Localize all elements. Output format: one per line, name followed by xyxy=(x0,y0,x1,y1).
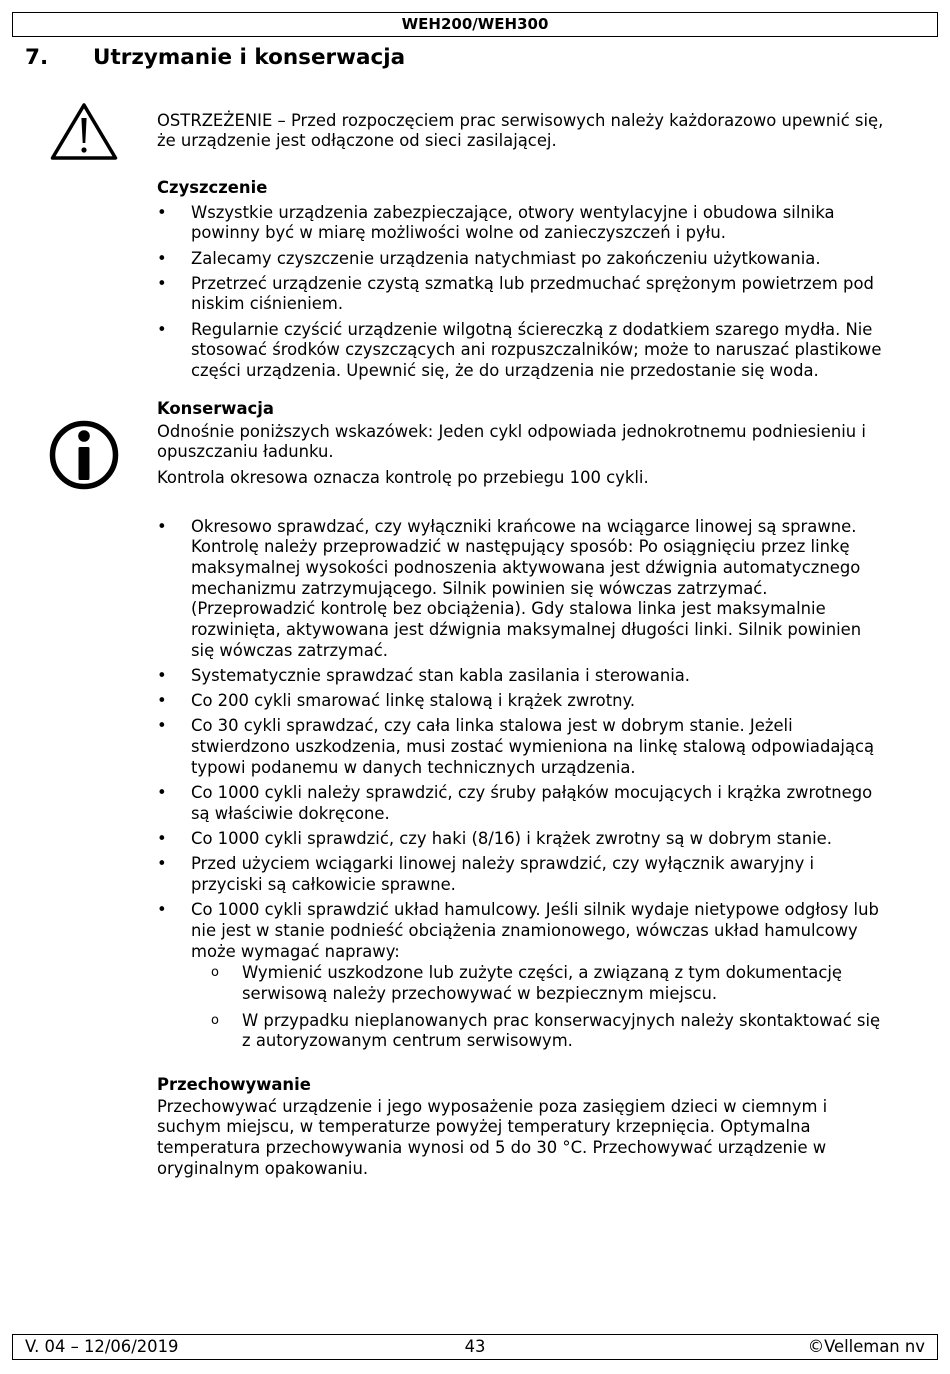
maintenance-list xyxy=(157,517,943,1052)
sub-bullet-marker: o xyxy=(211,1012,219,1028)
section-title: Utrzymanie i konserwacja xyxy=(93,45,406,70)
list-item-text: Systematycznie sprawdzać stan kabla zasilania i sterowania. xyxy=(191,666,691,686)
list-item xyxy=(157,829,943,850)
list-item xyxy=(157,249,943,270)
bullet-marker: • xyxy=(157,202,167,222)
list-item xyxy=(157,716,943,778)
cleaning-heading: Czyszczenie xyxy=(157,177,268,197)
content-column xyxy=(157,111,943,1180)
list-item-text: Co 200 cykli smarować linkę stalową i krążek zwrotny. xyxy=(191,691,636,711)
list-item-text: Okresowo sprawdzać, czy wyłączniki krańcowe na wciągarce linowej są sprawne. Kontrolę należy przeprowadzić w następujący sposób: Po osiągnięciu przez linkę maksymalnej wysokości podnoszenia aktywowana jest dźwignia automatycznego mechanizmu zatrzymującego. Silnik powinien się wówczas zatrzymać. (Przeprowadzić kontrolę bez obciążenia). Gdy stalowa linka jest maksymalnie rozwinięta, aktywowana jest dźwignia maksymalnej długości linki. Silnik powinien się wówczas zatrzymać. xyxy=(191,516,862,660)
bullet-marker: • xyxy=(157,273,167,293)
storage-text: Przechowywać urządzenie i jego wyposażenie poza zasięgiem dzieci w ciemnym i suchym miejscu, w temperaturze powyżej temperatury krzepnięcia. Optymalna temperatura przechowywania wynosi od 5 do 30 °C. Przechowywać urządzenie w oryginalnym opakowaniu. xyxy=(157,1096,828,1178)
list-item-text: Co 1000 cykli sprawdzić układ hamulcowy. Jeśli silnik wydaje nietypowe odgłosy lub nie jest w stanie podnieść obciążenia znamionowego, wówczas układ hamulcowy może wymagać naprawy: xyxy=(191,900,879,961)
list-item-text: Przed użyciem wciągarki linowej należy sprawdzić, czy wyłącznik awaryjny i przyciski są całkowicie sprawne. xyxy=(191,854,815,894)
maintenance-heading: Konserwacja xyxy=(157,398,274,418)
model-title: WEH200/WEH300 xyxy=(401,15,549,33)
bullet-marker: • xyxy=(157,854,167,874)
cleaning-list xyxy=(157,203,943,382)
sub-list-item xyxy=(191,1011,943,1052)
list-item-text: Regularnie czyścić urządzenie wilgotną ściereczką z dodatkiem szarego mydła. Nie stosować środków czyszczących ani rozpuszczalników; może to naruszać plastikowe części urządzenia. Upewnić się, że do urządzenia nie przedostanie się woda. xyxy=(191,319,882,381)
footer-box xyxy=(12,1334,938,1360)
sub-list-item-text: W przypadku nieplanowanych prac konserwacyjnych należy skontaktować się z autoryzowanym centrum serwisowym. xyxy=(242,1010,881,1051)
sub-list-item xyxy=(191,963,943,1004)
list-item-text: Przetrzeć urządzenie czystą szmatką lub przedmuchać sprężonym powietrzem pod niskim ciśnieniem. xyxy=(191,273,874,314)
bullet-marker: • xyxy=(157,829,167,848)
bullet-marker: • xyxy=(157,900,167,920)
footer-copyright: ©Velleman nv xyxy=(807,1337,925,1356)
list-item-text: Co 1000 cykli sprawdzić, czy haki (8/16) i krążek zwrotny są w dobrym stanie. xyxy=(191,829,832,848)
maintenance-intro-cycle: Odnośnie poniższych wskazówek: Jeden cykl odpowiada jednokrotnemu podniesieniu i opuszczaniu ładunku. xyxy=(157,421,866,462)
sub-list-item-text: Wymienić uszkodzone lub zużyte części, a związaną z tym dokumentację serwisową należy przechowywać w bezpiecznym miejscu. xyxy=(242,963,843,1003)
list-item-text: Zalecamy czyszczenie urządzenia natychmiast po zakończeniu użytkowania. xyxy=(191,248,821,268)
list-item xyxy=(157,854,943,895)
info-stem xyxy=(79,447,90,480)
bullet-marker: • xyxy=(157,691,167,711)
sub-bullet-marker: o xyxy=(211,965,219,981)
bullet-marker: • xyxy=(157,666,167,686)
storage-heading: Przechowywanie xyxy=(157,1074,311,1094)
list-item xyxy=(157,274,943,315)
bullet-marker: • xyxy=(157,248,167,268)
list-item xyxy=(157,900,943,1052)
list-item xyxy=(157,203,943,244)
bullet-marker: • xyxy=(157,716,167,736)
maintenance-intro-periodic: Kontrola okresowa oznacza kontrolę po przebiegu 100 cykli. xyxy=(157,467,649,487)
section-number: 7. xyxy=(25,45,49,70)
list-item xyxy=(157,517,943,662)
bullet-marker: • xyxy=(157,783,167,803)
list-item-text: Co 30 cykli sprawdzać, czy cała linka stalowa jest w dobrym stanie. Jeżeli stwierdzono uszkodzenia, musi zostać wymieniona na linkę stalową odpowiadającą typowi podanemu w danych technicznych urządzenia. xyxy=(191,716,875,777)
list-item xyxy=(157,320,943,382)
list-item xyxy=(157,783,943,824)
bullet-marker: • xyxy=(157,319,167,339)
bullet-marker: • xyxy=(157,516,167,536)
page-number: 43 xyxy=(464,1337,486,1356)
brake-sub-list xyxy=(191,963,943,1052)
warning-text: OSTRZEŻENIE – Przed rozpoczęciem prac serwisowych należy każdorazowo upewnić się, że urządzenie jest odłączone od sieci zasilającej. xyxy=(157,110,884,151)
warning-triangle-icon xyxy=(50,102,118,162)
list-item-text: Co 1000 cykli należy sprawdzić, czy śruby pałąków mocujących i krążka zwrotnego są właściwie dokręcone. xyxy=(191,783,873,823)
list-item xyxy=(157,691,943,712)
exclamation-dot xyxy=(81,147,86,152)
header-box xyxy=(12,12,938,37)
info-icon xyxy=(48,419,120,491)
list-item xyxy=(157,666,943,687)
info-dot xyxy=(78,430,90,442)
footer-version: V. 04 – 12/06/2019 xyxy=(25,1337,179,1356)
list-item-text: Wszystkie urządzenia zabezpieczające, otwory wentylacyjne i obudowa silnika powinny być w miarę możliwości wolne od zanieczyszczeń i pyłu. xyxy=(191,202,835,243)
